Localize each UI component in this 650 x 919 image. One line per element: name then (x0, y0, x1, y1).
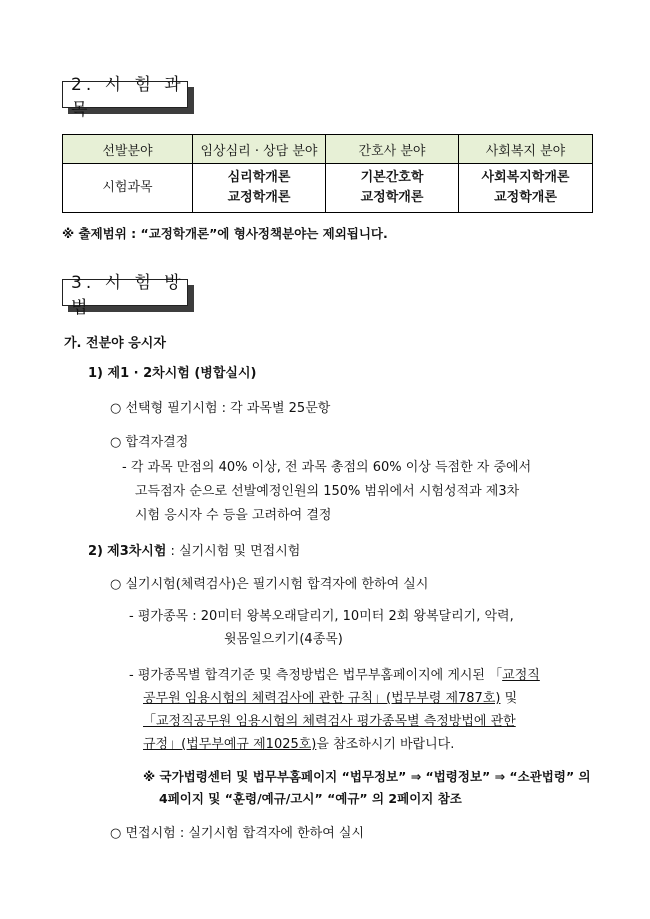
eval-items-line: - 평가종목 : 20미터 왕복오래달리기, 10미터 2회 왕복달리기, 악력, (129, 609, 514, 624)
criteria-line-4 (143, 733, 454, 752)
pass-criteria-line: 시험 응시자 수 등을 고려하여 결정 (135, 508, 332, 523)
exam-scope-note: ※ 출제범위 : “교정학개론”에 형사정책분야는 제외됩니다. (62, 226, 388, 241)
stage3-label: 제3차시험 (107, 544, 167, 559)
section-3-title: 3. 시 험 방 법 (71, 272, 185, 318)
section-3-heading (62, 272, 188, 318)
table-header-cell: 간호사 분야 (326, 135, 459, 164)
stage1-pass-decision: ○ 합격자결정 (110, 435, 189, 450)
table-header-cell: 임상심리 · 상담 분야 (193, 135, 326, 164)
regulation-link[interactable]: 공무원 임용시험의 체력검사에 관한 규칙」(법무부령 제787호) (143, 691, 501, 706)
regulation-link[interactable]: 「교정직공무원 임용시험의 체력검사 평가종목별 측정방법에 관한 (143, 714, 516, 729)
criteria-line-1 (129, 664, 540, 683)
regulation-link[interactable]: 규정」(법무부예규 제1025호) (143, 737, 317, 752)
criteria-text: - 평가종목별 합격기준 및 측정방법은 법무부홈페이지에 게시된 「 (129, 668, 503, 683)
criteria-line-2 (143, 687, 517, 706)
table-row (63, 164, 593, 213)
table-cell (326, 164, 459, 213)
cell-line: 교정학개론 (227, 190, 291, 205)
stage1-written-exam: ○ 선택형 필기시험 : 각 과목별 25문항 (110, 401, 331, 416)
reference-note-line: ※ 국가법령센터 및 법무부홈페이지 “법무정보” ⇒ “법령정보” ⇒ “소관법령” 의 (143, 769, 591, 784)
table-row-label: 시험과목 (63, 164, 193, 213)
cell-line: 교정학개론 (360, 190, 424, 205)
criteria-line-3 (143, 710, 516, 729)
section-2-title: 2. 시 험 과 목 (71, 74, 185, 120)
table-header-cell: 선발분야 (63, 135, 193, 164)
subjects-table (62, 134, 593, 213)
stage3-title (88, 540, 300, 559)
practical-exam-item: ○ 실기시험(체력검사)은 필기시험 합격자에 한하여 실시 (110, 577, 429, 592)
pass-criteria-line: 고득점자 순으로 선발예정인원의 150% 범위에서 시험성적과 제3차 (135, 484, 520, 499)
reference-note-line: 4페이지 및 “훈령/예규/고시” “예규” 의 2페이지 참조 (159, 791, 462, 806)
regulation-link[interactable]: 교정직 (502, 668, 540, 683)
cell-line: 심리학개론 (227, 170, 291, 185)
cell-line: 사회복지학개론 (481, 170, 570, 185)
cell-line: 교정학개론 (494, 190, 557, 205)
subsection-title: 가. 전분야 응시자 (64, 336, 166, 351)
cell-line: 기본간호학 (360, 170, 424, 185)
table-cell (193, 164, 326, 213)
eval-items-line: 윗몸일으키기(4종목) (224, 632, 343, 647)
table-header-row (63, 135, 593, 164)
stage3-desc: : 실기시험 및 면접시험 (166, 544, 301, 559)
table-header-cell: 사회복지 분야 (459, 135, 593, 164)
stage3-number: 2) (88, 544, 103, 559)
pass-criteria-line: - 각 과목 만점의 40% 이상, 전 과목 총점의 60% 이상 득점한 자 중에서 (122, 460, 532, 475)
stage1-title: 1) 제1 · 2차시험 (병합실시) (88, 366, 257, 381)
table-cell (459, 164, 593, 213)
criteria-text: 을 참조하시기 바랍니다. (316, 737, 455, 752)
section-2-heading (62, 74, 188, 120)
criteria-text: 및 (500, 691, 518, 706)
interview-exam-item: ○ 면접시험 : 실기시험 합격자에 한하여 실시 (110, 826, 365, 841)
